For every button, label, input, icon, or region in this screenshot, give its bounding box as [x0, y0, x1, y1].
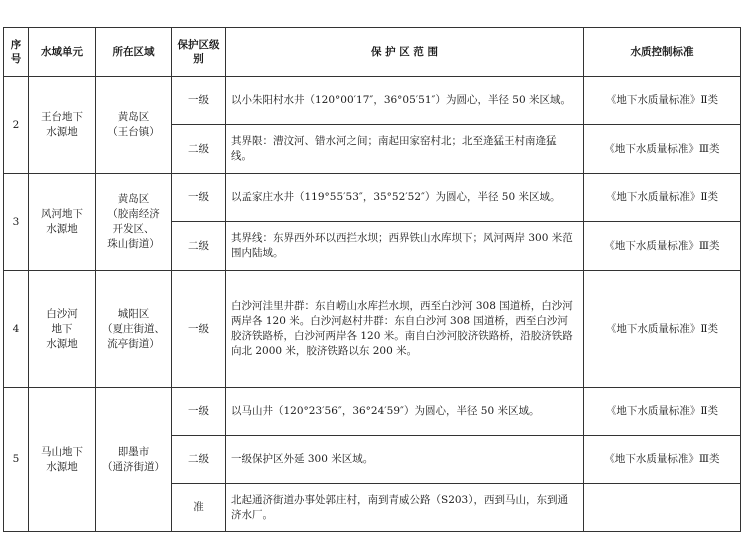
district-line: （通济街道） [102, 460, 165, 473]
table-row [4, 388, 741, 436]
row-index: 5 [4, 388, 29, 532]
scope-cell: 以马山井（120°23′56″，36°24′59″）为圆心，半径 50 米区域。 [226, 388, 584, 436]
table-row [4, 174, 741, 222]
zone-level-cell: 二级 [172, 222, 226, 271]
standard-cell: 《地下水质量标准》Ⅱ类 [584, 174, 741, 222]
district-line: 珠山街道） [107, 238, 160, 250]
header-row [4, 28, 741, 77]
water-unit-cell [29, 77, 96, 174]
water-unit-line: 地下 [51, 322, 73, 335]
header-scope: 保 护 区 范 围 [226, 28, 584, 77]
district-line: 黄岛区 [117, 193, 150, 205]
header-water-unit: 水域单元 [29, 28, 96, 77]
water-unit-line: 水源地 [46, 223, 78, 235]
header-standard: 水质控制标准 [584, 28, 741, 77]
water-unit-line: 水源地 [46, 460, 78, 473]
water-unit-line: 白沙河 [46, 307, 78, 320]
district-line: 即墨市 [117, 445, 150, 458]
table-row [4, 271, 741, 388]
standard-cell: 《地下水质量标准》Ⅲ类 [584, 222, 741, 271]
water-unit-cell [29, 271, 96, 388]
district-line: 流亭街道） [107, 337, 160, 350]
zone-level-cell: 二级 [172, 125, 226, 174]
scope-cell: 一级保护区外延 300 米区域。 [226, 436, 584, 484]
header-index-label: 序号 [10, 39, 22, 65]
zone-level-cell: 一级 [172, 388, 226, 436]
water-unit-line: 王台地下 [41, 111, 83, 123]
district-line: 开发区、 [112, 223, 155, 235]
district-line: （胶南经济 [107, 208, 160, 220]
scope-cell: 其界线：东界西外环以西拦水坝；西界铁山水库坝下；风河两岸 300 米范围内陆域。 [226, 222, 584, 271]
district-line: （王台镇） [107, 126, 160, 138]
header-district: 所在区域 [96, 28, 172, 77]
district-cell [96, 174, 172, 271]
standard-cell: 《地下水质量标准》Ⅱ类 [584, 77, 741, 125]
zone-level-cell: 一级 [172, 271, 226, 388]
header-zone-level-label: 保护区级别 [177, 39, 220, 65]
header-index [4, 28, 29, 77]
scope-cell: 以孟家庄水井（119°55′53″，35°52′52″）为圆心，半径 50 米区域。 [226, 174, 584, 222]
scope-cell: 以小朱阳村水井（120°00′17″，36°05′51″）为圆心，半径 50 米区域。 [226, 77, 584, 125]
header-zone-level [172, 28, 226, 77]
water-unit-line: 水源地 [46, 337, 78, 350]
water-unit-line: 水源地 [46, 126, 78, 138]
scope-cell: 其界限：漕汶河、错水河之间；南起田家窑村北；北至逄猛王村南逄猛线。 [226, 125, 584, 174]
standard-cell [584, 484, 741, 532]
standard-cell: 《地下水质量标准》Ⅲ类 [584, 125, 741, 174]
scope-cell: 北起通济街道办事处郭庄村，南到青威公路（S203），西到马山，东到通济水厂。 [226, 484, 584, 532]
row-index: 3 [4, 174, 29, 271]
district-cell [96, 388, 172, 532]
water-unit-cell [29, 388, 96, 532]
water-unit-line: 风河地下 [41, 208, 83, 220]
district-cell [96, 77, 172, 174]
water-source-protection-table [3, 27, 741, 532]
zone-level-cell: 一级 [172, 174, 226, 222]
table-row [4, 77, 741, 125]
standard-cell: 《地下水质量标准》Ⅲ类 [584, 436, 741, 484]
row-index: 2 [4, 77, 29, 174]
zone-level-cell: 一级 [172, 77, 226, 125]
zone-level-cell: 二级 [172, 436, 226, 484]
water-unit-line: 马山地下 [41, 445, 83, 458]
district-line: 黄岛区 [117, 111, 150, 123]
row-index: 4 [4, 271, 29, 388]
standard-cell: 《地下水质量标准》Ⅱ类 [584, 388, 741, 436]
standard-cell: 《地下水质量标准》Ⅱ类 [584, 271, 741, 388]
district-cell [96, 271, 172, 388]
water-unit-cell [29, 174, 96, 271]
zone-level-cell: 准 [172, 484, 226, 532]
scope-cell: 白沙河洼里井群：东自崂山水库拦水坝，西至白沙河 308 国道桥，白沙河两岸各 120 米。白沙河赵村井群：东自白沙河 308 国道桥，西至白沙河胶济铁路桥，白沙河两岸各 120 米。南自白沙河胶济铁路桥，沿胶济铁路向北 2000 米，胶济铁路以东 200 米。 [226, 271, 584, 388]
district-line: （夏庄街道、 [102, 322, 165, 335]
district-line: 城阳区 [117, 307, 150, 320]
